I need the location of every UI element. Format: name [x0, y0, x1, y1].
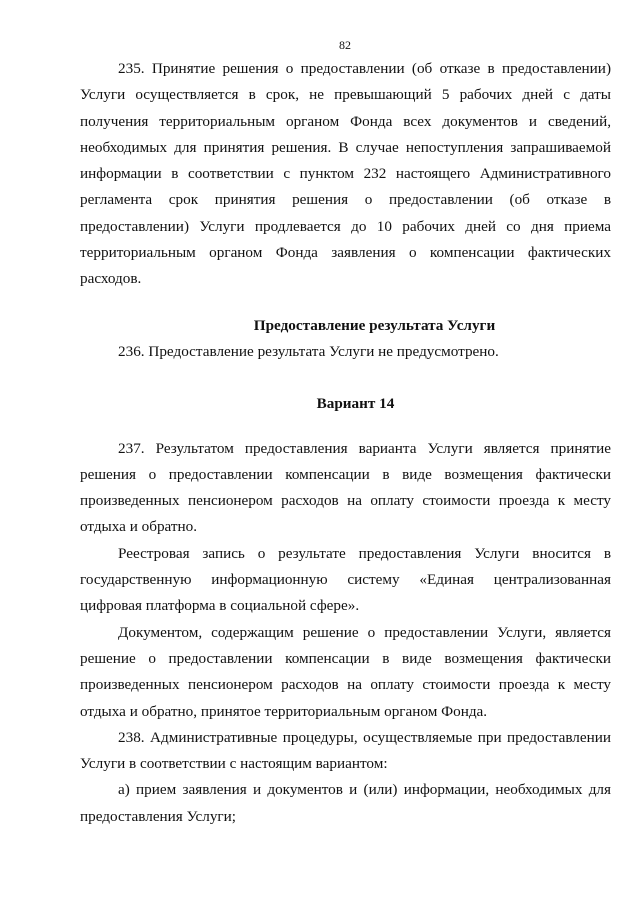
heading-result-provision: Предоставление результата Услуги	[253, 316, 496, 334]
heading-variant-14: Вариант 14	[316, 395, 395, 413]
paragraph-236: 236. Предоставление результата Услуги не предусмотрено.	[118, 342, 499, 360]
paragraph-237-document: Документом, содержащим решение о предоставлении Услуги, является решение о предоставлении компенсации в виде возмещения фактически произведенных пенсионером расходов на оплату стоимости проезда к месту отдыха и обратно, принятое территориальным органом Фонда.	[80, 623, 611, 720]
paragraph-238: 238. Административные процедуры, осуществляемые при предоставлении Услуги в соответствии с настоящим вариантом:	[80, 728, 611, 773]
document-body	[80, 56, 611, 830]
page-number: 82	[339, 38, 351, 52]
paragraph-237: 237. Результатом предоставления варианта Услуги является принятие решения о предоставлении компенсации в виде возмещения фактически произведенных пенсионером расходов на оплату стоимости проезда к месту отдыха и обратно.	[80, 439, 611, 536]
paragraph-238-a: а) прием заявления и документов и (или) информации, необходимых для предоставления Услуги;	[80, 781, 611, 825]
paragraph-237-registry: Реестровая запись о результате предоставления Услуги вносится в государственную информационную систему «Единая централизованная цифровая платформа в социальной сфере».	[80, 544, 611, 615]
paragraph-235: 235. Принятие решения о предоставлении (об отказе в предоставлении) Услуги осуществляется в срок, не превышающий 5 рабочих дней с даты получения территориальным органом Фонда всех документов и сведений, необходимых для принятия решения. В случае непоступления запрашиваемой информации в соответствии с пунктом 232 настоящего Административного регламента срок принятия решения о предоставлении (об отказе в предоставлении) Услуги продлевается до 10 рабочих дней со дня приема территориальным органом Фонда заявления о компенсации фактических расходов.	[80, 60, 611, 288]
